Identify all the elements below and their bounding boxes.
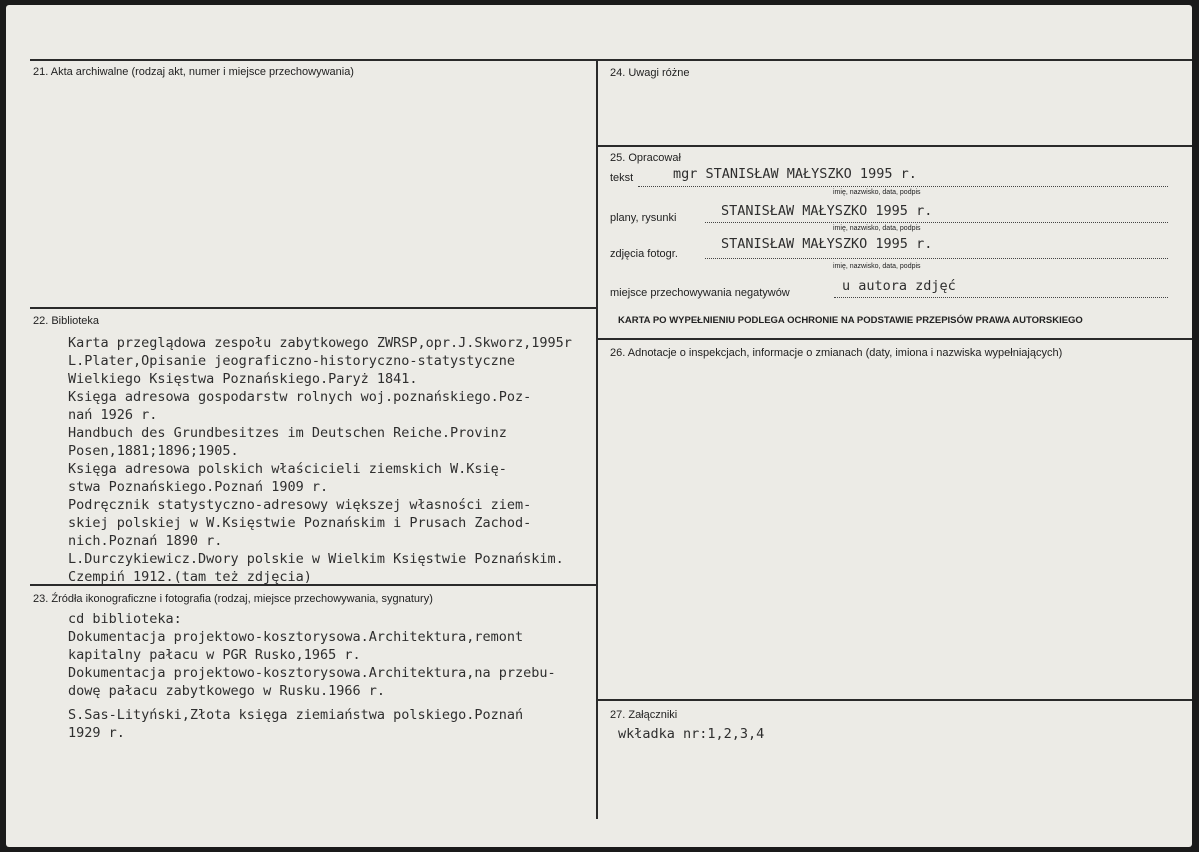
attachments-value: wkładka nr:1,2,3,4 (618, 726, 765, 742)
zdjecia-value: STANISŁAW MAŁYSZKO 1995 r. (721, 236, 933, 252)
source-line: dowę pałacu zabytkowego w Rusku.1966 r. (68, 683, 385, 699)
plany-caption: imię, nazwisko, data, podpis (833, 225, 921, 232)
bibliography-line: Karta przeglądowa zespołu zabytkowego ZWRSP,opr.J.Skworz,1995r (68, 335, 572, 351)
top-rule (30, 59, 1192, 61)
section-27-label: 27. Załączniki (610, 709, 678, 721)
bibliography-line: L.Plater,Opisanie jeograficzno-historyczno-statystyczne (68, 353, 516, 369)
plany-value: STANISŁAW MAŁYSZKO 1995 r. (721, 203, 933, 219)
section-26-label: 26. Adnotacje o inspekcjach, informacje o zmianach (daty, imiona i nazwiska wypełniających) (610, 347, 1063, 359)
divider-24-25 (598, 145, 1192, 147)
zdjecia-line (705, 258, 1168, 259)
negatywy-value: u autora zdjęć (842, 278, 956, 294)
tekst-line (638, 186, 1168, 187)
bibliography-line: Posen,1881;1896;1905. (68, 443, 239, 459)
negatywy-label: miejsce przechowywania negatywów (610, 287, 790, 299)
plany-label: plany, rysunki (610, 212, 677, 224)
bibliography-line: skiej polskiej w W.Księstwie Poznańskim i Prusach Zachod- (68, 515, 532, 531)
section-25-label: 25. Opracował (610, 152, 681, 164)
form-sheet (6, 5, 1192, 847)
copyright-notice: KARTA PO WYPEŁNIENIU PODLEGA OCHRONIE NA PODSTAWIE PRZEPISÓW PRAWA AUTORSKIEGO (618, 315, 1083, 326)
tekst-caption: imię, nazwisko, data, podpis (833, 189, 921, 196)
section-23-label: 23. Źródła ikonograficzne i fotografia (rodzaj, miejsce przechowywania, sygnatury) (33, 593, 433, 605)
plany-line (705, 222, 1168, 223)
section-22-label: 22. Biblioteka (33, 315, 100, 327)
bibliography-line: Czempiń 1912.(tam też zdjęcia) (68, 569, 312, 585)
source-line: Dokumentacja projektowo-kosztorysowa.Architektura,remont (68, 629, 524, 645)
bibliography-line: nań 1926 r. (68, 407, 158, 423)
bibliography-line: Księga adresowa gospodarstw rolnych woj.poznańskiego.Poz- (68, 389, 532, 405)
tekst-label: tekst (610, 172, 634, 184)
bibliography-line: Podręcznik statystyczno-adresowy większej własności ziem- (68, 497, 532, 513)
bibliography-line: Księga adresowa polskich właścicieli ziemskich W.Księ- (68, 461, 507, 477)
source-line: kapitalny pałacu w PGR Rusko,1965 r. (68, 647, 361, 663)
negatywy-line (834, 297, 1168, 298)
tekst-value: mgr STANISŁAW MAŁYSZKO 1995 r. (673, 166, 917, 182)
bibliography-line: L.Durczykiewicz.Dwory polskie w Wielkim Księstwie Poznańskim. (68, 551, 564, 567)
zdjecia-label: zdjęcia fotogr. (610, 248, 678, 260)
divider-26-27 (598, 699, 1192, 701)
section-24-label: 24. Uwagi różne (610, 67, 690, 79)
center-divider (596, 59, 598, 819)
zdjecia-caption: imię, nazwisko, data, podpis (833, 263, 921, 270)
source-line: cd biblioteka: (68, 611, 182, 627)
bibliography-line: Wielkiego Księstwa Poznańskiego.Paryż 1841. (68, 371, 418, 387)
section-21-label: 21. Akta archiwalne (rodzaj akt, numer i miejsce przechowywania) (33, 66, 354, 78)
source-line: 1929 r. (68, 725, 125, 741)
divider-25-26 (598, 338, 1192, 340)
divider-21-22 (30, 307, 598, 309)
bibliography-line: nich.Poznań 1890 r. (68, 533, 223, 549)
bibliography-line: stwa Poznańskiego.Poznań 1909 r. (68, 479, 329, 495)
bibliography-line: Handbuch des Grundbesitzes im Deutschen Reiche.Provinz (68, 425, 507, 441)
source-line: Dokumentacja projektowo-kosztorysowa.Architektura,na przebu- (68, 665, 556, 681)
source-line: S.Sas-Lityński,Złota księga ziemiaństwa polskiego.Poznań (68, 707, 524, 723)
